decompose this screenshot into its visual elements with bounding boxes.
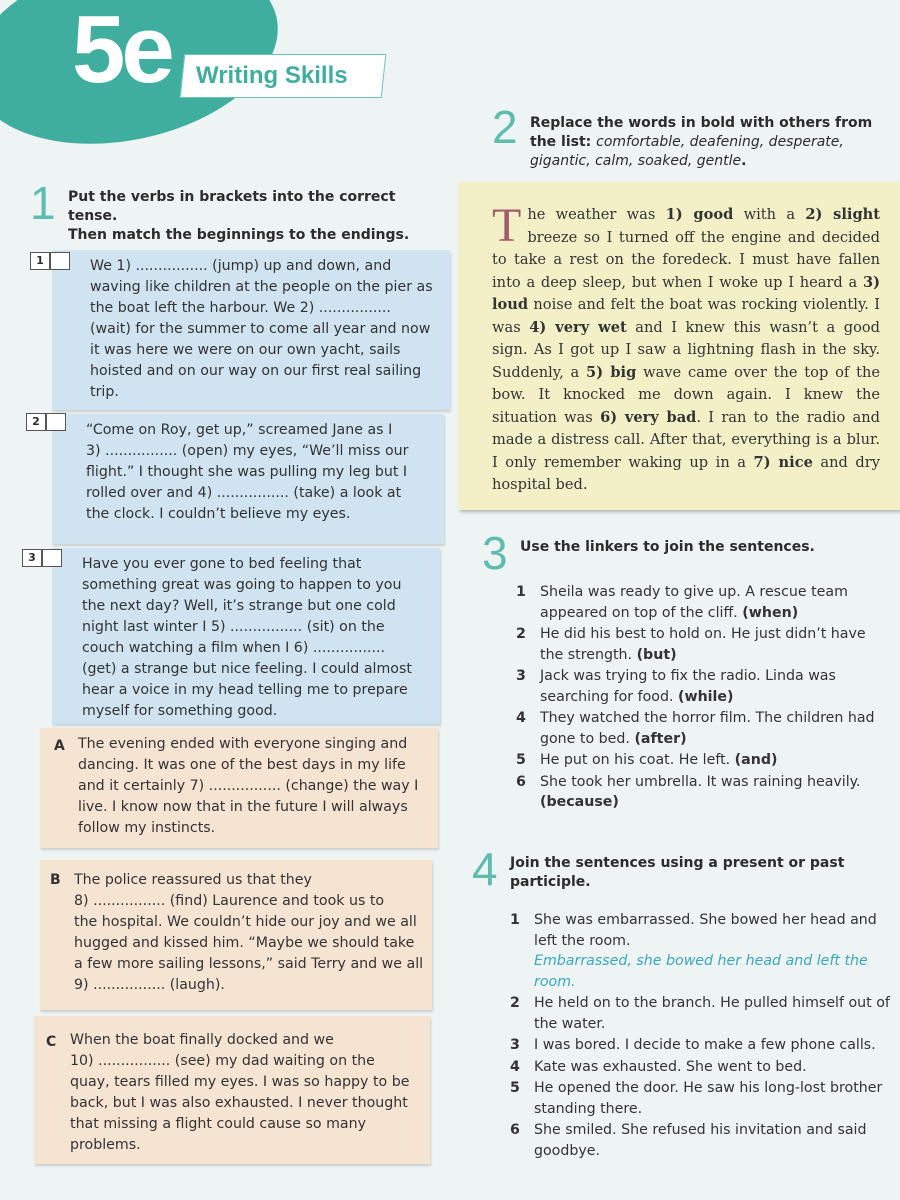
slip-line: something great was going to happen to you [82,577,402,593]
story-segment: breeze so I turned off the engine and decided to take a rest on the foredeck. I must have fallen into a deep sleep, but when I woke up I heard a [492,228,880,291]
bold-word: 3) loud [492,273,880,313]
item-text: She smiled. She refused his invitation and said goodbye. [534,1122,867,1159]
story-segment: noise and felt the boat was rocking violently. I was [492,296,880,336]
item-number: 4 [516,710,526,726]
answer-box-number: 2 [26,413,46,431]
exercise-1-instruction-line: Then match the beginnings to the endings. [68,227,410,243]
answer-box-1[interactable] [30,252,70,270]
story-segment: wave came over the top of the bow. It knocked me down again. I knew the situation was [492,363,880,426]
item-number: 1 [510,912,520,928]
item-text: He held on to the branch. He pulled himself out of the water. [534,995,890,1032]
list-item [516,666,890,707]
slip-line: 9) ................ (laugh). [74,977,225,993]
slip-line: 10) ................ (see) my dad waiting on the [70,1053,375,1069]
slip-line: myself for something good. [82,703,278,719]
exercise-2-instruction-line: the list: [530,134,592,150]
slip-line: the clock. I couldn’t believe my eyes. [86,506,351,522]
exercise-2-number: 2 [492,101,518,153]
item-number: 5 [516,752,526,768]
item-text: They watched the horror film. The children had gone to bed. [540,710,875,747]
linker: (because) [540,794,619,810]
item-text: Sheila was ready to give up. A rescue team appeared on top of the cliff. [540,584,848,621]
linker: (and) [734,752,778,768]
word-list-end: . [741,153,747,169]
exercise-4-number: 4 [472,843,498,895]
slip-line: waving like children at the people on the pier as [90,279,433,295]
item-text: He put on his coat. He left. [540,752,731,768]
linker: (while) [677,688,734,705]
exercise-3-list [516,582,890,814]
list-item [516,750,890,771]
item-number: 6 [510,1122,520,1138]
exercise-4-list [510,910,890,1162]
bold-word: 4) very wet [529,318,627,336]
slip-line: We 1) ................ (jump) up and down, and [90,258,392,274]
story-segment: he weather was [527,206,666,223]
slip-line: live. I know now that in the future I will always [78,799,408,815]
slip-line: hugged and kissed him. “Maybe we should take [74,935,415,951]
item-text: Jack was trying to fix the radio. Linda was searching for food. [540,668,836,705]
slip-line: a few more sailing lessons,” said Terry and we all [74,956,424,972]
story-slip-1 [52,250,450,410]
exercise-4-instruction-line: Join the sentences using a present or past [510,855,845,871]
item-number: 6 [516,773,526,790]
item-number: 5 [510,1080,520,1096]
story-segment: and dry hospital bed. [492,453,880,493]
list-item [516,772,890,813]
slip-line: “Come on Roy, get up,” screamed Jane as I [86,422,393,438]
item-text: He did his best to hold on. He just didn’t have the strength. [540,626,866,663]
slip-line: hear a voice in my head telling me to prepare [82,682,408,698]
list-item [516,624,890,665]
slip-line: The evening ended with everyone singing and [78,736,408,752]
item-number: 2 [516,626,526,642]
story-slip-3 [52,548,440,724]
item-text: She took her umbrella. It was raining heavily. [540,773,861,790]
slip-line: it was here we were on our own yacht, sails [90,342,401,358]
list-item [510,910,890,992]
word-list: comfortable, deafening, desperate, [596,134,844,150]
item-text: He opened the door. He saw his long-lost brother standing there. [534,1080,883,1117]
slip-line: trip. [90,384,119,400]
drop-cap: T [492,199,522,252]
exercise-3-instruction: Use the linkers to join the sentences. [520,539,815,555]
slip-line: (get) a strange but nice feeling. I could almost [82,661,412,677]
item-text: Kate was exhausted. She went to bed. [534,1058,807,1075]
exercise-1-instruction [68,188,448,245]
item-text: I was bored. I decide to make a few phone calls. [534,1037,876,1053]
exercise-3-number: 3 [482,527,508,579]
bold-word: 7) nice [753,453,813,471]
item-number: 4 [510,1058,520,1075]
bold-word: 2) slight [805,206,880,223]
story-slip-2 [52,414,444,544]
linker: (after) [634,730,687,747]
example-answer: Embarrassed, she bowed her head and left the room. [534,953,868,990]
bold-word: 6) very bad [600,408,697,426]
answer-box-2[interactable] [26,413,66,431]
slip-line: 8) ................ (find) Laurence and took us to [74,893,385,909]
ending-letter: C [46,1034,57,1050]
item-number: 1 [516,584,526,600]
exercise-4-instruction-line: participle. [510,874,591,890]
bold-word: 1) good [665,206,734,223]
bold-word: 5) big [586,363,637,381]
slip-line: follow my instincts. [78,820,216,836]
ending-slip-c [34,1016,430,1164]
slip-line: rolled over and 4) ................ (take) a look at [86,485,402,501]
unit-number: 5e [72,0,171,103]
answer-box-number: 3 [22,549,42,567]
slip-line: dancing. It was one of the best days in my life [78,757,406,773]
slip-line: the hospital. We couldn’t hide our joy and we all [74,914,417,930]
answer-box-blank[interactable] [46,413,66,431]
slip-line: back, but I was also exhausted. I never thought [70,1095,408,1111]
ending-letter: B [50,872,61,888]
slip-line: problems. [70,1137,141,1153]
slip-line: 3) ................ (open) my eyes, “We’ll miss our [86,443,409,459]
item-number: 3 [516,668,526,684]
slip-line: the next day? Well, it’s strange but one cold [82,598,396,614]
ending-slip-a [40,728,438,848]
story-text [492,199,880,497]
linker: (when) [742,604,799,621]
answer-box-3[interactable] [22,549,62,567]
item-number: 3 [510,1037,520,1053]
answer-box-blank[interactable] [42,549,62,567]
slip-line: (wait) for the summer to come all year and now [90,321,431,337]
story-segment: with a [733,206,806,223]
slip-line: The police reassured us that they [74,872,312,888]
slip-line: couch watching a film when I 6) ................ [82,640,386,656]
exercise-1-instruction-line: Put the verbs in brackets into the correct tense. [68,189,396,224]
slip-line: Have you ever gone to bed feeling that [82,556,362,572]
exercise-4-instruction [510,854,880,892]
exercise-2-instruction [530,114,890,171]
slip-line: that missing a flight could cause so many [70,1116,366,1132]
slip-line: quay, tears filled my eyes. I was so happy to be [70,1074,410,1090]
slip-line: hoisted and on our way on our first real sailing [90,363,422,379]
answer-box-blank[interactable] [50,252,70,270]
slip-line: the boat left the harbour. We 2) ................ [90,300,391,316]
story-segment: . I ran to the radio and made a distress call. After that, everything is a blur. I only remember waking up in a [492,408,880,471]
list-item [510,1035,890,1056]
item-number: 2 [510,995,520,1011]
story-segment: and I knew this wasn’t a good sign. As I got up I saw a lightning flash in the sky. Suddenly, a [492,318,880,381]
list-item [510,1057,890,1078]
list-item [516,708,890,749]
slip-line: and it certainly 7) ................ (change) the way I [78,778,419,794]
list-item [510,1078,890,1119]
page-title: Writing Skills [196,62,348,89]
slip-line: night last winter I 5) ................ (sit) on the [82,619,385,635]
exercise-2-instruction-line: Replace the words in bold with others from [530,115,873,131]
ending-slip-b [40,860,432,1010]
list-item [510,993,890,1034]
ending-letter: A [54,738,65,754]
linker: (but) [636,646,677,663]
item-text: She was embarrassed. She bowed her head and left the room. [534,912,877,949]
slip-line: When the boat finally docked and we [70,1032,334,1048]
word-list: gigantic, calm, soaked, gentle [530,153,742,169]
story-box [458,182,900,510]
list-item [510,1120,890,1161]
slip-line: flight.” I thought she was pulling my leg but I [86,464,408,480]
exercise-1-number: 1 [30,177,56,229]
answer-box-number: 1 [30,252,50,270]
list-item [516,582,890,623]
